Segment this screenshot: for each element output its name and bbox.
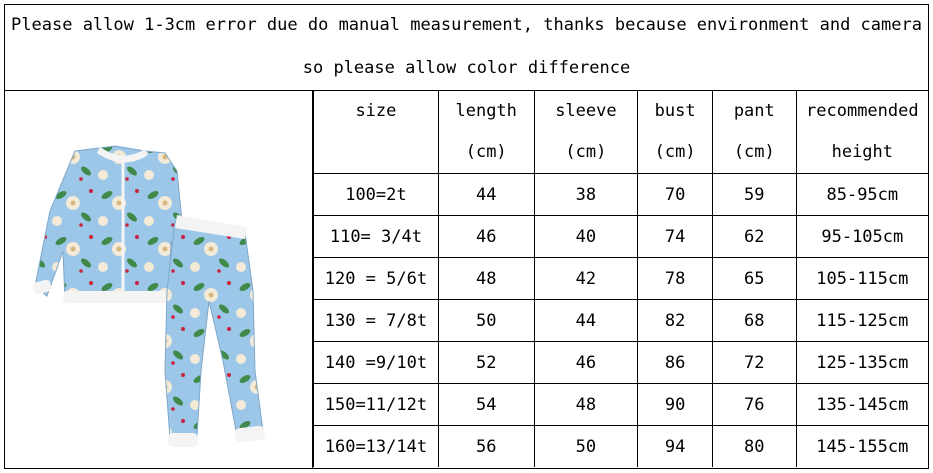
- cell-size: 110= 3/4t: [314, 216, 439, 258]
- table-row: [314, 258, 929, 300]
- outfit-illustration: [5, 91, 311, 468]
- cell-sleeve: 50: [534, 426, 638, 468]
- cell-height: 145-155cm: [796, 426, 928, 468]
- cell-length: 56: [438, 426, 534, 468]
- cell-length: 50: [438, 300, 534, 342]
- size-chart-frame: [4, 4, 929, 469]
- table-row: [314, 300, 929, 342]
- header-size: size: [314, 91, 439, 174]
- cell-size: 150=11/12t: [314, 384, 439, 426]
- cell-pant: 62: [712, 216, 796, 258]
- cell-length: 44: [438, 174, 534, 216]
- cell-pant: 65: [712, 258, 796, 300]
- cell-size: 120 = 5/6t: [314, 258, 439, 300]
- cell-bust: 78: [638, 258, 713, 300]
- notice-banner: [5, 5, 928, 91]
- header-length: length (cm): [438, 91, 534, 174]
- cell-height: 115-125cm: [796, 300, 928, 342]
- cell-height: 125-135cm: [796, 342, 928, 384]
- cell-size: 140 =9/10t: [314, 342, 439, 384]
- header-bust: bust (cm): [638, 91, 713, 174]
- header-pant: pant (cm): [712, 91, 796, 174]
- cell-length: 48: [438, 258, 534, 300]
- cell-height: 105-115cm: [796, 258, 928, 300]
- pants: [165, 215, 266, 447]
- cell-height: 135-145cm: [796, 384, 928, 426]
- cell-sleeve: 38: [534, 174, 638, 216]
- cell-size: 100=2t: [314, 174, 439, 216]
- table-row: [314, 216, 929, 258]
- cell-sleeve: 48: [534, 384, 638, 426]
- cell-pant: 76: [712, 384, 796, 426]
- cell-pant: 72: [712, 342, 796, 384]
- product-photo: [5, 91, 313, 468]
- cell-sleeve: 42: [534, 258, 638, 300]
- cell-pant: 68: [712, 300, 796, 342]
- cell-length: 46: [438, 216, 534, 258]
- table-row: [314, 342, 929, 384]
- cell-size: 130 = 7/8t: [314, 300, 439, 342]
- cell-height: 85-95cm: [796, 174, 928, 216]
- notice-line-2: so please allow color difference: [302, 58, 631, 78]
- cell-pant: 59: [712, 174, 796, 216]
- header-recommended-height: recommended height: [796, 91, 928, 174]
- notice-line-1: Please allow 1-3cm error due do manual measurement, thanks because environment and camera: [11, 15, 922, 35]
- cell-sleeve: 40: [534, 216, 638, 258]
- cell-bust: 70: [638, 174, 713, 216]
- table-row: [314, 426, 929, 468]
- cell-pant: 80: [712, 426, 796, 468]
- cell-bust: 86: [638, 342, 713, 384]
- header-sleeve: sleeve (cm): [534, 91, 638, 174]
- cell-bust: 90: [638, 384, 713, 426]
- cell-size: 160=13/14t: [314, 426, 439, 468]
- cell-bust: 94: [638, 426, 713, 468]
- cell-height: 95-105cm: [796, 216, 928, 258]
- cell-length: 52: [438, 342, 534, 384]
- cell-bust: 82: [638, 300, 713, 342]
- cell-sleeve: 44: [534, 300, 638, 342]
- cell-sleeve: 46: [534, 342, 638, 384]
- table-row: [314, 384, 929, 426]
- size-table: [313, 91, 928, 467]
- cell-length: 54: [438, 384, 534, 426]
- table-header-row: [314, 91, 929, 174]
- cell-bust: 74: [638, 216, 713, 258]
- table-row: [314, 174, 929, 216]
